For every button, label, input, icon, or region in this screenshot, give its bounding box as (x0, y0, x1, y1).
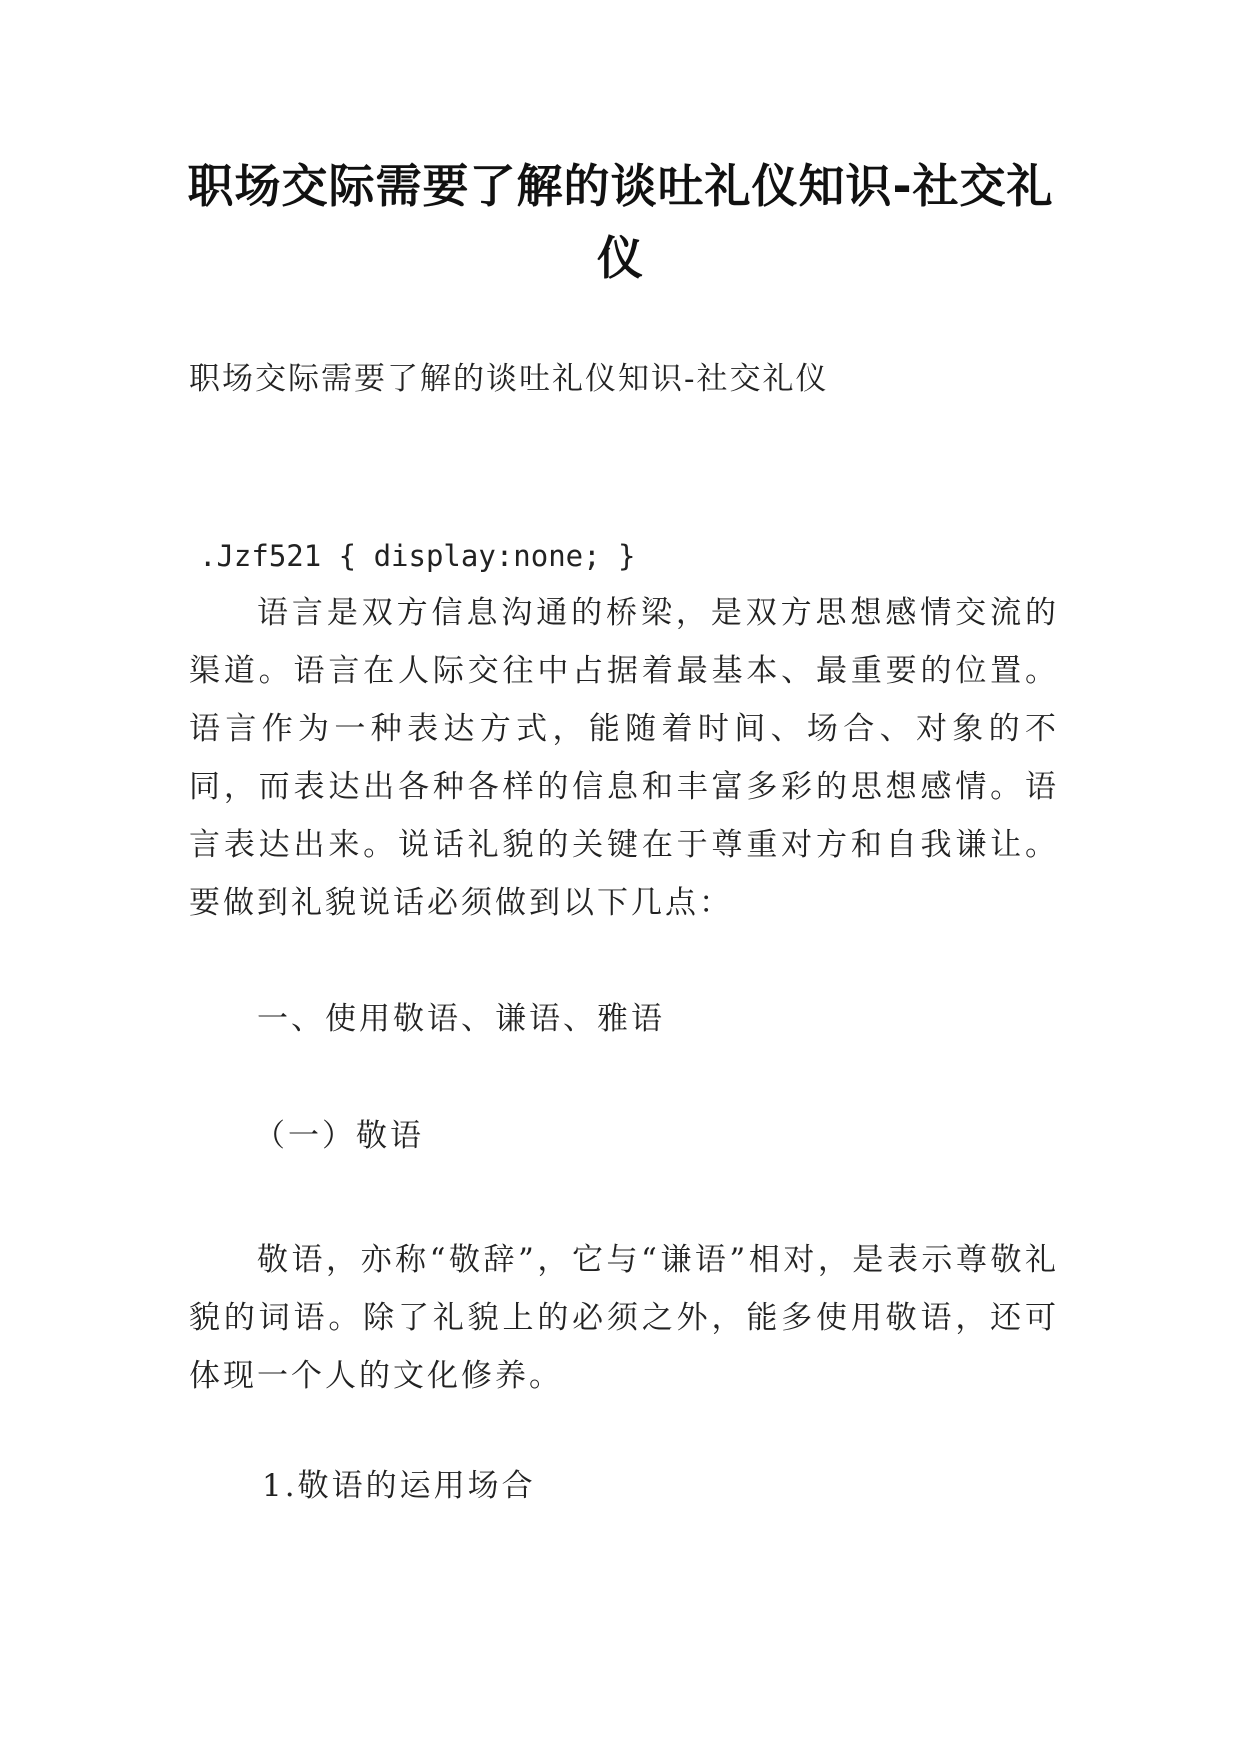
subsection-heading: （一）敬语 (254, 1118, 424, 1154)
item-heading: 1.敬语的运用场合 (262, 1468, 536, 1504)
document-subtitle: 职场交际需要了解的谈吐礼仪知识-社交礼仪 (189, 361, 829, 397)
section-heading: 一、使用敬语、谦语、雅语 (257, 1001, 665, 1037)
paragraph-intro: 语言是双方信息沟通的桥梁，是双方思想感情交流的渠道。语言在人际交往中占据着最基本、最重要的位置。语言作为一种表达方式，能随着时间、场合、对象的不同，而表达出各种各样的信息和丰富多彩的思想感情。语言表达出来。说话礼貌的关键在于尊重对方和自我谦让。要做到礼貌说话必须做到以下几点： (189, 595, 1059, 921)
document-title: 职场交际需要了解的谈吐礼仪知识-社交礼仪 (187, 159, 1054, 285)
paragraph-honorifics: 敬语，亦称“敬辞”，它与“谦语”相对，是表示尊敬礼貌的词语。除了礼貌上的必须之外，能多使用敬语，还可体现一个人的文化修养。 (189, 1242, 1059, 1394)
stray-css-text: .Jzf521 { display:none; } (199, 539, 636, 573)
